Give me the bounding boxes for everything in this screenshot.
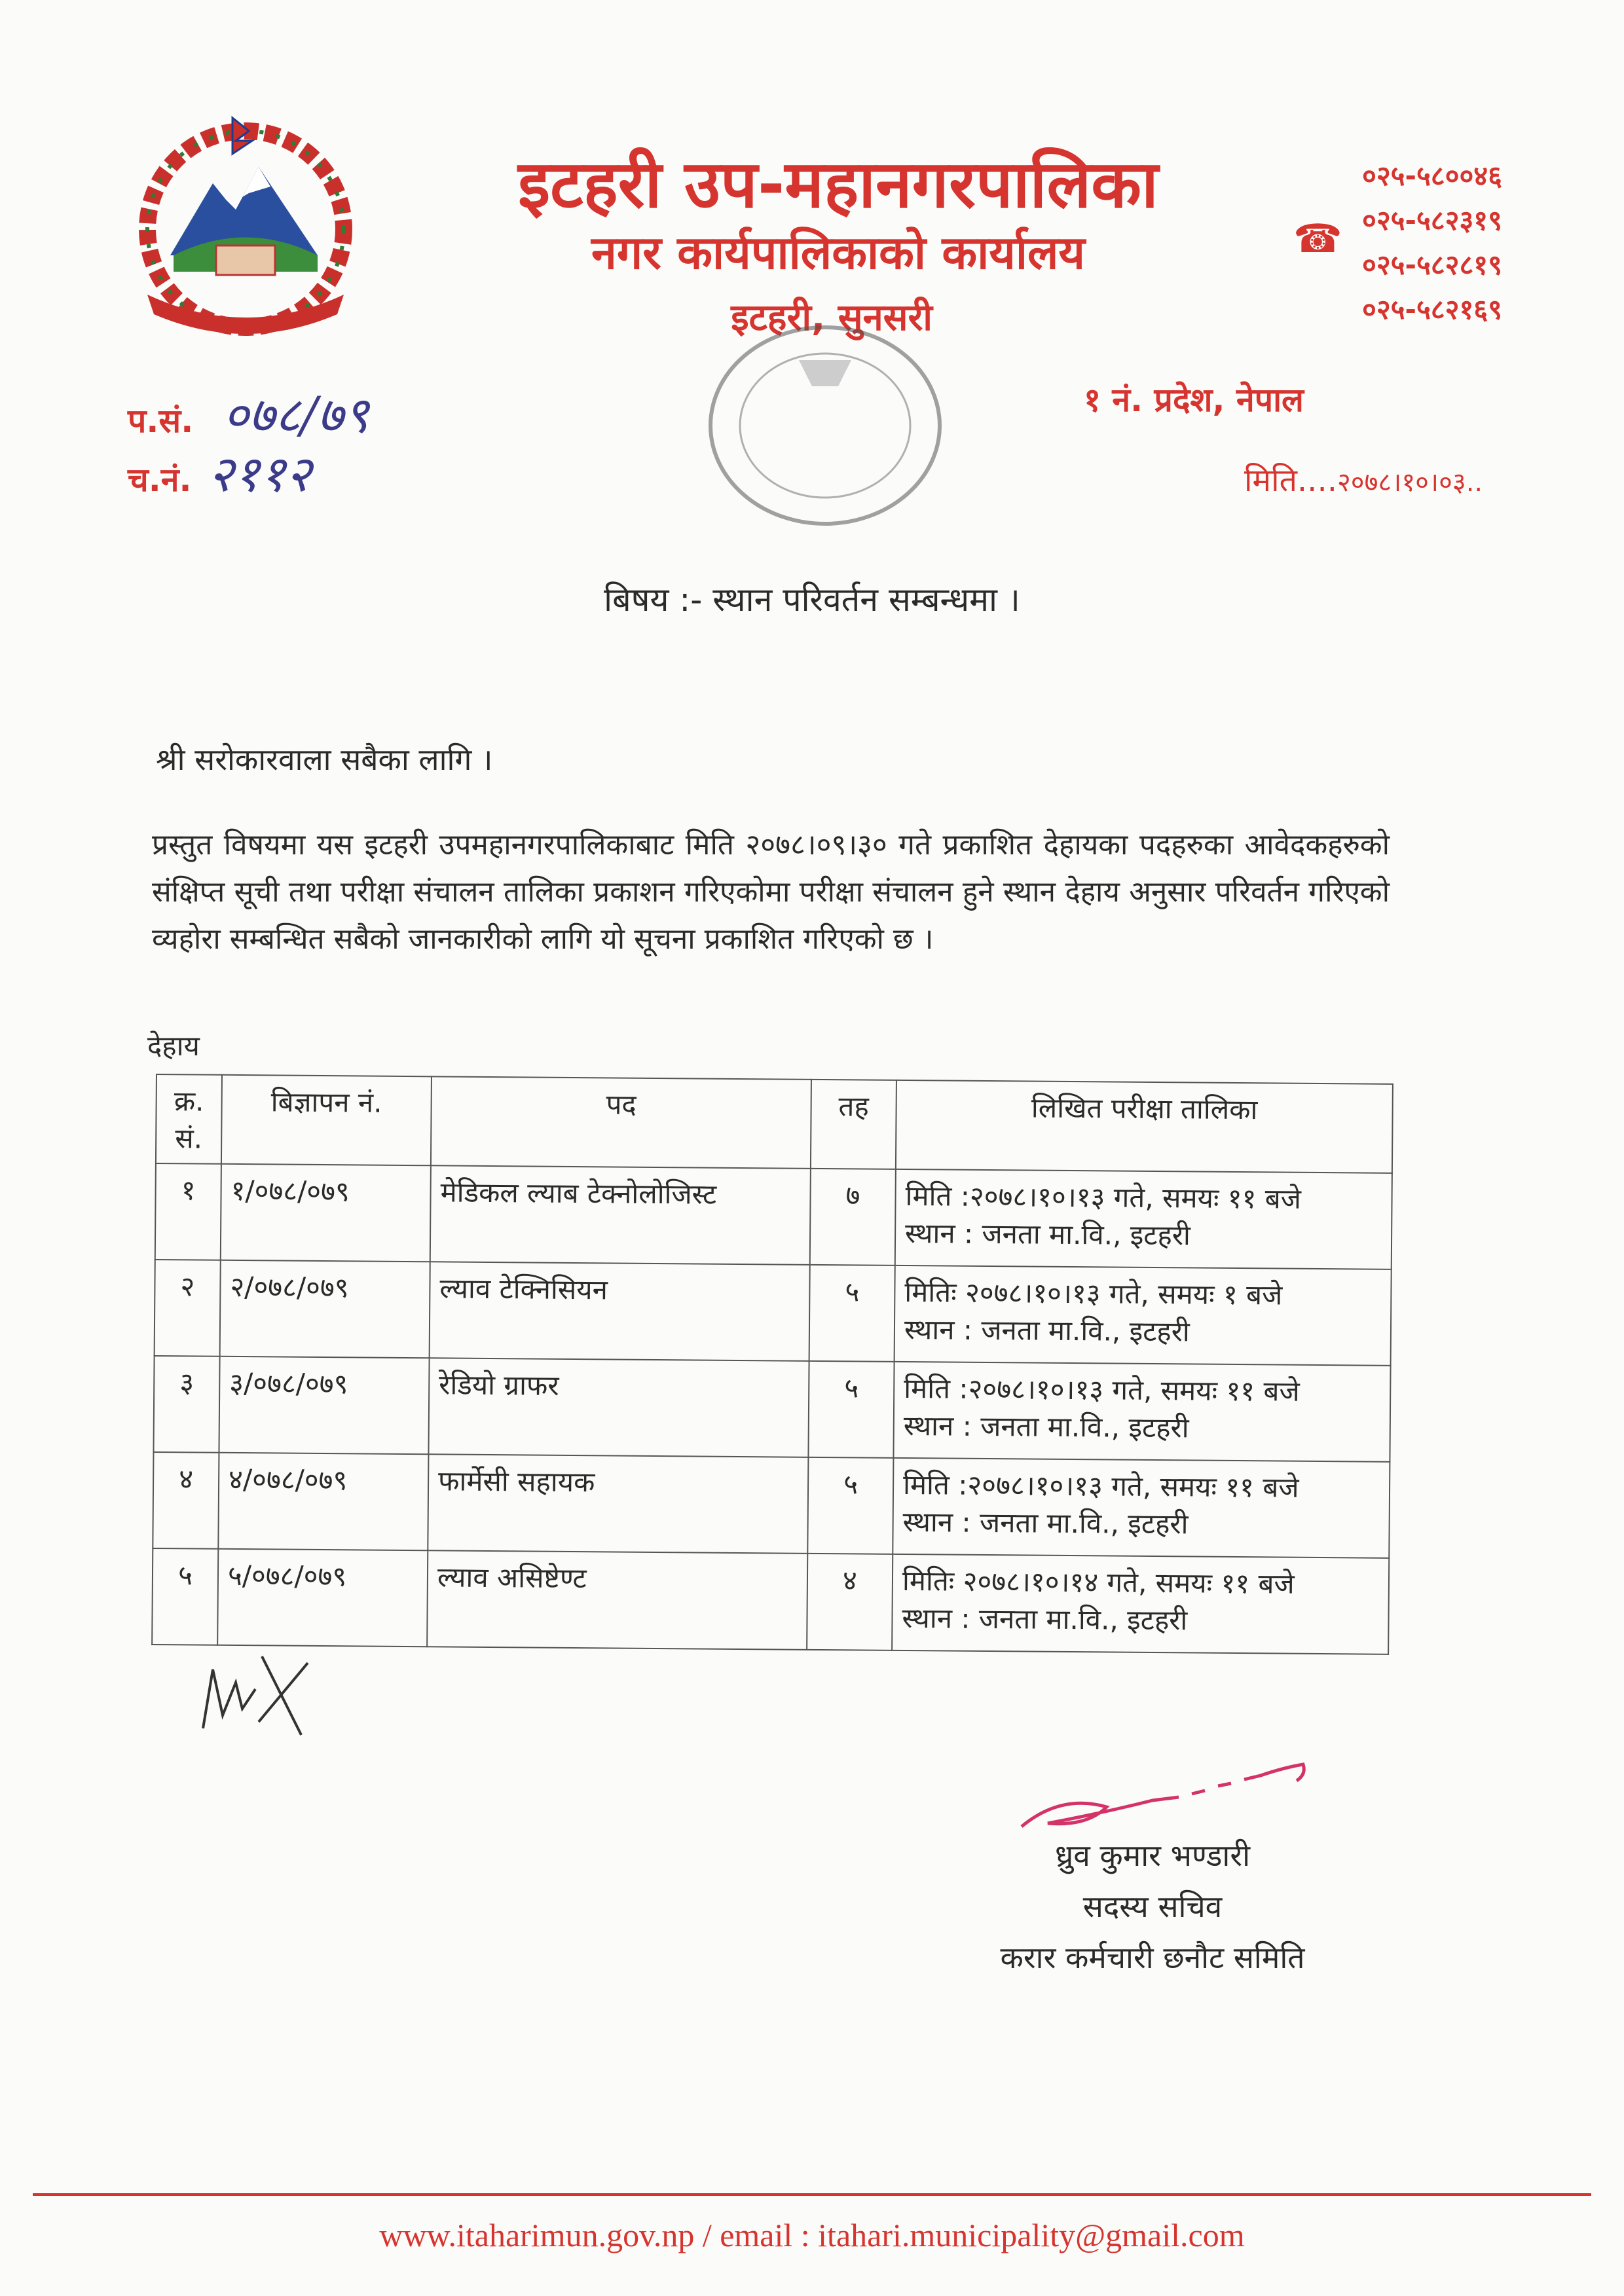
- telephone-icon: ☎: [1293, 216, 1342, 262]
- schedule-date: मितिः २०७८।१०।१३ गते, समयः १ बजे: [904, 1275, 1283, 1311]
- table-row: [155, 1163, 1392, 1269]
- adv-number-cell: २/०७८/०७९: [220, 1260, 430, 1358]
- dispatch-label: च.नं.: [128, 461, 192, 499]
- schedule-cell: [893, 1362, 1390, 1462]
- adv-number-cell: ५/०७८/०७९: [217, 1549, 428, 1647]
- signatory-position: सदस्य सचिव: [1082, 1889, 1223, 1924]
- schedule-date: मिति :२०७८।१०।१३ गते, समयः ११ बजे: [904, 1372, 1300, 1408]
- signatory-name: ध्रुव कुमार भण्डारी: [1054, 1838, 1251, 1873]
- table-row: [152, 1548, 1389, 1654]
- post-cell: मेडिकल ल्याब टेक्नोलोजिस्ट: [430, 1165, 811, 1265]
- province-label: १ नं. प्रदेश, नेपाल: [1084, 381, 1304, 419]
- nepal-emblem-logo: [101, 105, 390, 354]
- phone-number: ०२५-५८२३१९: [1362, 204, 1502, 236]
- level-cell: ७: [810, 1169, 896, 1266]
- phone-number: ०२५-५८२१६९: [1362, 293, 1502, 325]
- column-header: बिज्ञापन नं.: [221, 1075, 432, 1166]
- post-cell: रेडियो ग्राफर: [428, 1358, 809, 1457]
- adv-number-cell: ४/०७८/०७९: [218, 1453, 428, 1551]
- schedule-cell: [895, 1169, 1392, 1269]
- schedule-venue: स्थान : जनता मा.वि., इटहरी: [902, 1601, 1188, 1637]
- schedule-venue: स्थान : जनता मा.वि., इटहरी: [903, 1409, 1189, 1444]
- footer-divider: [33, 2193, 1591, 2196]
- schedule-cell: [892, 1554, 1389, 1654]
- exam-schedule-table: [151, 1074, 1393, 1655]
- ref-value: ०७८/७९: [223, 386, 369, 444]
- phone-numbers: [1362, 154, 1559, 332]
- post-cell: ल्याव असिष्टेण्ट: [427, 1550, 807, 1650]
- schedule-venue: स्थान : जनता मा.वि., इटहरी: [902, 1505, 1189, 1540]
- notice-body: प्रस्तुत विषयमा यस इटहरी उपमहानगरपालिकाबाट मिति २०७८।०९।३० गते प्रकाशित देहायका पदहरुका आवेदकहरुको संक्षिप्त सूची तथा परीक्षा संचालन तालिका प्रकाशन गरिएकोमा परीक्षा संचालन हुने स्थान देहाय अनुसार परिवर्तन गरिएको व्यहोरा सम्बन्धित सबैको जानकारीको लागि यो सूचना प्रकाशित गरिएको छ ।: [152, 828, 1390, 956]
- phone-number: ०२५-५८२८१९: [1362, 249, 1502, 281]
- table-header-row: [156, 1074, 1393, 1173]
- office-title: इटहरी उप-महानगरपालिका: [518, 146, 1158, 223]
- office-subtitle: नगर कार्यपालिकाको कार्यालय: [591, 226, 1086, 280]
- serial-cell: ५: [152, 1548, 218, 1645]
- dehaaya-label: देहाय: [147, 1030, 200, 1062]
- serial-cell: ३: [153, 1356, 219, 1453]
- subject-line: बिषय :- स्थान परिवर्तन सम्बन्धमा ।: [604, 581, 1020, 619]
- schedule-cell: [893, 1458, 1390, 1558]
- post-cell: ल्याव टेक्निसियन: [430, 1262, 810, 1361]
- table-row: [153, 1356, 1390, 1462]
- serial-cell: ४: [153, 1452, 219, 1549]
- schedule-date: मिति :२०७८।१०।१३ गते, समयः ११ बजे: [902, 1468, 1299, 1504]
- dispatch-value: २११२: [208, 445, 312, 503]
- column-header: तह: [811, 1080, 896, 1169]
- schedule-cell: [895, 1266, 1392, 1366]
- adv-number-cell: १/०७८/०७९: [221, 1164, 431, 1262]
- column-header: क्र. सं.: [156, 1074, 222, 1164]
- date-line: [1244, 458, 1483, 501]
- phone-number: ०२५-५८००४६: [1362, 160, 1502, 192]
- serial-cell: १: [155, 1163, 221, 1260]
- ref-label: प.सं.: [128, 402, 194, 440]
- adv-number-cell: ३/०७८/०७९: [219, 1357, 429, 1455]
- level-cell: ५: [808, 1361, 894, 1458]
- level-cell: ५: [807, 1457, 893, 1554]
- schedule-date: मिति :२०७८।१०।१३ गते, समयः ११ बजे: [905, 1179, 1302, 1215]
- level-cell: ५: [809, 1265, 895, 1362]
- date-value: २०७८।१०।०३..: [1337, 467, 1483, 498]
- date-label: मिति....: [1244, 462, 1337, 499]
- serial-cell: २: [155, 1260, 221, 1357]
- schedule-date: मितिः २०७८।१०।१४ गते, समयः ११ बजे: [902, 1564, 1295, 1600]
- dispatch-number: [128, 439, 312, 506]
- office-location: इटहरी, सुनसरी: [731, 297, 932, 339]
- column-header: लिखित परीक्षा तालिका: [896, 1080, 1393, 1173]
- reference-number: [128, 380, 369, 447]
- level-cell: ४: [807, 1554, 893, 1650]
- table-row: [155, 1260, 1392, 1366]
- signatory-committee: करार कर्मचारी छनौट समिति: [1000, 1940, 1305, 1975]
- signatory-block: [956, 1830, 1349, 1983]
- table-row: [153, 1452, 1390, 1558]
- handwritten-initials: [183, 1643, 327, 1748]
- office-seal-stamp: [688, 308, 963, 556]
- post-cell: फार्मेसी सहायक: [428, 1454, 808, 1554]
- schedule-venue: स्थान : जनता मा.वि., इटहरी: [904, 1313, 1190, 1348]
- schedule-venue: स्थान : जनता मा.वि., इटहरी: [904, 1216, 1191, 1252]
- footer-contact: www.itaharimun.gov.np / email : itahari.municipality@gmail.com: [379, 2217, 1245, 2253]
- column-header: पद: [431, 1076, 811, 1169]
- salutation: श्री सरोकारवाला सबैका लागि ।: [156, 742, 493, 777]
